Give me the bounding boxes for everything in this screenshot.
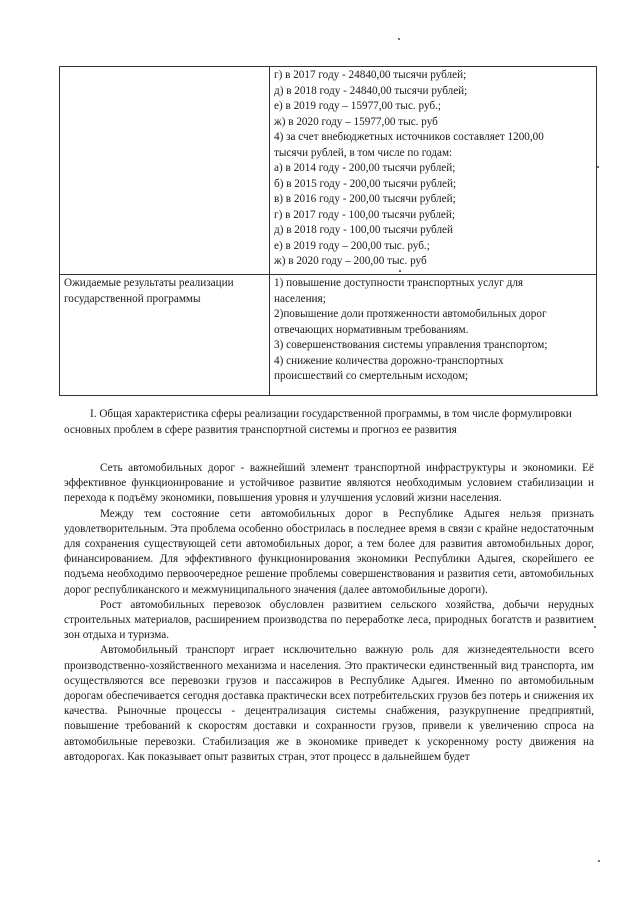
funding-row bbox=[60, 67, 597, 275]
funding-line: в) в 2016 году - 200,00 тысячи рублей; bbox=[274, 193, 456, 205]
results-label-line: Ожидаемые результаты реализации bbox=[64, 277, 234, 289]
paragraph: Между тем состояние сети автомобильных дорог в Республике Адыгея нельзя признать удовлетворительным. Эта проблема особенно обострилась в последнее время в связи с крайне недостаточным для сохранения существующей сети автомобильных дорог, а тем более для развития автомобильных дорог, финансированием. Для эффективного функционирования экономики Республики Адыгея, скорейшего ее подъема необходимо первоочередное решение проблемы совершенствования и развития сети, автомобильных дорог республиканского и межмуниципального значения (далее автомобильные дороги). bbox=[64, 507, 594, 596]
scan-speck bbox=[399, 270, 401, 272]
results-row bbox=[60, 275, 597, 396]
funding-line: д) в 2018 году - 24840,00 тысячи рублей; bbox=[274, 84, 468, 97]
funding-line: ж) в 2020 году – 200,00 тыс. руб bbox=[274, 255, 427, 267]
results-line: 1) повышение доступности транспортных услуг для bbox=[274, 277, 524, 289]
funding-line: 4) за счет внебюджетных источников составляет 1200,00 bbox=[274, 131, 544, 143]
funding-line: а) в 2014 году - 200,00 тысячи рублей; bbox=[274, 162, 456, 174]
results-line: происшествий со смертельным исходом; bbox=[274, 370, 469, 382]
scan-speck bbox=[598, 860, 600, 862]
results-label-cell bbox=[60, 275, 270, 396]
results-line: отвечающих нормативным требованиям. bbox=[274, 323, 469, 336]
results-value-cell bbox=[270, 275, 597, 396]
results-line: 2)повышение доли протяженности автомобильных дорог bbox=[274, 308, 547, 320]
scan-speck bbox=[594, 626, 596, 628]
results-line: 3) совершенствования системы управления транспортом; bbox=[274, 339, 548, 351]
funding-label-cell bbox=[60, 67, 270, 275]
paragraph: Сеть автомобильных дорог - важнейший элемент транспортной инфраструктуры и экономики. Её эффективное функционирование и устойчивое развитие являются необходимым условием стабилизации и перехода к подъёму экономики, повышения уровня и улучшения условий жизни населения. bbox=[64, 462, 594, 505]
body-text bbox=[64, 461, 594, 765]
funding-value-cell bbox=[270, 67, 597, 275]
funding-line: г) в 2017 году - 100,00 тысячи рублей; bbox=[274, 208, 455, 221]
funding-line: г) в 2017 году - 24840,00 тысячи рублей; bbox=[274, 69, 467, 81]
funding-line: е) в 2019 году – 15977,00 тыс. руб.; bbox=[274, 100, 441, 112]
funding-line: тысячи рублей, в том числе по годам: bbox=[274, 146, 453, 159]
funding-line: ж) в 2020 году – 15977,00 тыс. руб bbox=[274, 115, 438, 128]
section-heading: I. Общая характеристика сферы реализации государственной программы, в том числе формулировки основных проблем в сфере развития транспортной системы и прогноз ее развития bbox=[64, 408, 572, 436]
scan-speck bbox=[597, 166, 599, 168]
scan-speck bbox=[596, 394, 598, 396]
results-label-line: государственной программы bbox=[64, 292, 201, 305]
results-line: населения; bbox=[274, 292, 326, 305]
scan-speck bbox=[398, 38, 400, 40]
funding-line: е) в 2019 году – 200,00 тыс. руб.; bbox=[274, 239, 430, 252]
paragraph: Автомобильный транспорт играет исключительно важную роль для жизнедеятельности всего производственно-хозяйственного механизма и населения. Это практически единственный вид транспорта, им осуществляются все перевозки грузов и пассажиров в Республике Адыгея. Именно по автомобильным дорогам обеспечивается сегодня доставка практически всех потребительских грузов без потерь и снижения их качества. Рыночные процессы - децентрализация системы снабжения, разукрупнение предприятий, повышение требований к скоростям доставки и сохранности грузов, привели к увеличению спроса на автомобильные перевозки. Стабилизация же в экономике приведет к ускоренному росту движения на автодорогах. Как показывает опыт развитых стран, этот процесс в дальнейшем будет bbox=[64, 644, 594, 763]
program-passport-table bbox=[59, 66, 597, 396]
results-line: 4) снижение количества дорожно-транспортных bbox=[274, 354, 504, 367]
funding-line: д) в 2018 году - 100,00 тысячи рублей bbox=[274, 224, 453, 236]
paragraph: Рост автомобильных перевозок обусловлен развитием сельского хозяйства, добычи нерудных строительных материалов, расширением производства по переработке леса, природных богатств и развитием зон отдыха и туризма. bbox=[64, 598, 594, 642]
funding-line: б) в 2015 году - 200,00 тысячи рублей; bbox=[274, 177, 457, 190]
